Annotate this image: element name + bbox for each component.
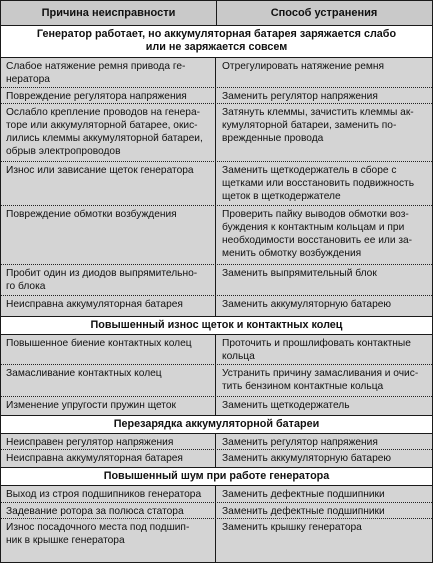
- table-row: [1, 162, 432, 206]
- table-row: [1, 519, 432, 562]
- cause-cell: Изменение упругости пружин щеток: [1, 397, 216, 415]
- cause-cell: Неисправен регулятор напряжения: [1, 434, 216, 449]
- fix-cell: Заменить аккумуляторную батарею: [222, 453, 392, 464]
- table-row: [1, 265, 432, 296]
- table-row: [1, 104, 432, 162]
- fix-cell: Заменить дефектные подшипники: [222, 489, 385, 500]
- column-header-cause: Причина неисправности: [1, 1, 217, 25]
- fix-cell: Заменить щеткодержатель: [222, 400, 350, 411]
- fix-cell: Устранить причину замасливания и очис- тить бензином контактные кольца: [222, 368, 419, 392]
- cause-cell: Износ посадочного места под подшип- ник в крышке генератора: [1, 519, 216, 562]
- section-title-text: Повышенный шум при работе генератора: [103, 470, 330, 482]
- table-header: [1, 1, 432, 26]
- fix-cell: Заменить выпрямительный блок: [222, 268, 377, 279]
- cause-cell: Замасливание контактных колец: [1, 365, 216, 396]
- section-title: [1, 416, 432, 434]
- cause-cell: Выход из строя подшипников генератора: [1, 486, 216, 502]
- section-title-text: Повышенный износ щеток и контактных колец: [90, 319, 343, 331]
- table-row: [1, 365, 432, 397]
- table-row: [1, 58, 432, 88]
- fix-cell: Заменить дефектные подшипники: [222, 506, 385, 517]
- table-row: [1, 397, 432, 416]
- section-title-text: Перезарядка аккумуляторной батареи: [113, 418, 320, 430]
- table-row: [1, 296, 432, 317]
- cause-cell: Слабое натяжение ремня привода ге- нератора: [1, 58, 216, 87]
- table-row: [1, 88, 432, 104]
- section-title: [1, 468, 432, 486]
- cause-cell: Задевание ротора за полюса статора: [1, 503, 216, 518]
- fix-cell: Проточить и прошлифовать контактные кольца: [222, 338, 411, 362]
- cause-cell: Повышенное биение контактных колец: [1, 335, 216, 364]
- fix-cell: Заменить регулятор напряжения: [222, 437, 378, 448]
- cause-cell: Повреждение обмотки возбуждения: [1, 206, 216, 264]
- fix-cell: Проверить пайку выводов обмотки воз- буждения к контактным кольцам и при необходимости восстановить ее или за- менить обмотку возбуждения: [222, 209, 413, 259]
- fix-cell: Заменить крышку генератора: [222, 522, 362, 533]
- cause-cell: Неисправна аккумуляторная батарея: [1, 450, 216, 467]
- fix-cell: Заменить регулятор напряжения: [222, 91, 378, 102]
- cause-cell: Неисправна аккумуляторная батарея: [1, 296, 216, 316]
- table-row: [1, 486, 432, 503]
- cause-cell: Ослабло крепление проводов на генера- торе или аккумуляторной батарее, окис- лились клеммы аккумуляторной батареи, обрыв электропроводов: [1, 104, 216, 161]
- section-title: [1, 26, 432, 58]
- cause-cell: Износ или зависание щеток генератора: [1, 162, 216, 205]
- fix-cell: Отрегулировать натяжение ремня: [222, 61, 385, 72]
- section-title-text: Генератор работает, но аккумуляторная батарея заряжается слабо или не заряжается совсем: [36, 28, 397, 53]
- section-title: [1, 317, 432, 335]
- cause-cell: Повреждение регулятора напряжения: [1, 88, 216, 103]
- fix-cell: Затянуть клеммы, зачистить клеммы ак- кумуляторной батареи, заменить по- врежденные провода: [222, 107, 414, 144]
- fix-cell: Заменить аккумуляторную батарею: [222, 299, 392, 310]
- column-header-fix: Способ устранения: [270, 7, 378, 19]
- table-row: [1, 206, 432, 265]
- table-row: [1, 335, 432, 365]
- table-row: [1, 434, 432, 450]
- fix-cell: Заменить щеткодержатель в сборе с щетками или восстановить подвижность щеток в щеткодержателе: [222, 165, 415, 202]
- table-row: [1, 450, 432, 468]
- table-row: [1, 503, 432, 519]
- cause-cell: Пробит один из диодов выпрямительно- го блока: [1, 265, 216, 295]
